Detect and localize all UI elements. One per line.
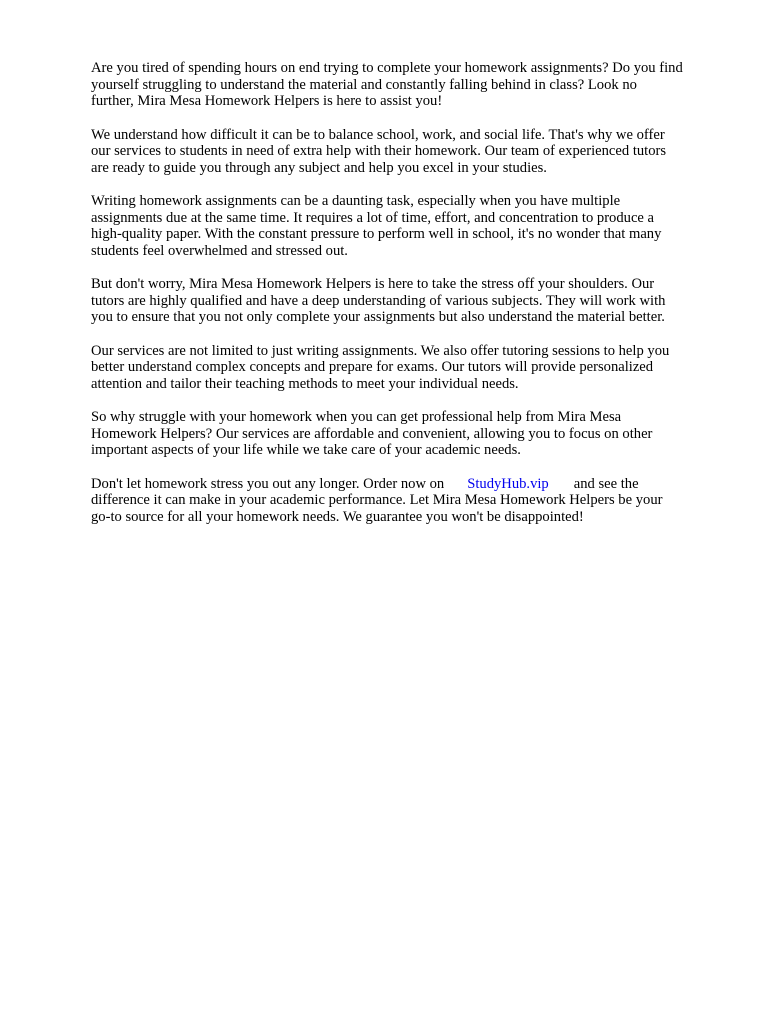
closing-text-before-link: Don't let homework stress you out any longer. Order now on bbox=[91, 475, 445, 492]
text-line: tutors are highly qualified and have a deep understanding of various subjects. They will work with bbox=[91, 292, 666, 309]
text-line: difference it can make in your academic performance. Let Mira Mesa Homework Helpers be your bbox=[91, 492, 663, 508]
text-line: Writing homework assignments can be a daunting task, especially when you have multiple bbox=[91, 193, 621, 209]
text-line: better understand complex concepts and prepare for exams. Our tutors will provide personalized bbox=[91, 359, 654, 375]
text-line: assignments due at the same time. It requires a lot of time, effort, and concentration to produce a bbox=[91, 209, 655, 226]
text-line: Are you tired of spending hours on end trying to complete your homework assignments? Do you find bbox=[91, 60, 683, 76]
paragraph-understanding bbox=[91, 127, 731, 177]
text-line: Homework Helpers? Our services are affordable and convenient, allowing you to focus on other bbox=[91, 425, 653, 442]
text-line: But don't worry, Mira Mesa Homework Helpers is here to take the stress off your shoulders. Our bbox=[91, 276, 655, 292]
text-line: yourself struggling to understand the material and constantly falling behind in class? Look no bbox=[91, 76, 637, 93]
text-line: We understand how difficult it can be to balance school, work, and social life. That's why we offer bbox=[91, 126, 665, 143]
closing-text-after-link: and see the bbox=[573, 475, 639, 492]
text-line: are ready to guide you through any subject and help you excel in your studies. bbox=[91, 159, 547, 176]
paragraph-reassurance bbox=[91, 276, 731, 326]
paragraph-writing bbox=[91, 193, 731, 259]
text-line: our services to students in need of extra help with their homework. Our team of experienced tutors bbox=[91, 143, 667, 159]
text-line: attention and tailor their teaching methods to meet your individual needs. bbox=[91, 375, 519, 392]
document-body bbox=[91, 60, 731, 542]
text-line: important aspects of your life while we take care of your academic needs. bbox=[91, 442, 521, 458]
paragraph-services bbox=[91, 343, 731, 393]
paragraph-why-struggle bbox=[91, 409, 731, 459]
studyhub-link[interactable]: StudyHub.vip bbox=[467, 475, 549, 492]
paragraph-closing bbox=[91, 476, 731, 526]
text-line: further, Mira Mesa Homework Helpers is here to assist you! bbox=[91, 93, 443, 109]
text-line: go-to source for all your homework needs. We guarantee you won't be disappointed! bbox=[91, 508, 584, 525]
text-line: So why struggle with your homework when you can get professional help from Mira Mesa bbox=[91, 409, 622, 425]
text-line: Our services are not limited to just writing assignments. We also offer tutoring sessions to help you bbox=[91, 342, 670, 359]
text-line: students feel overwhelmed and stressed out. bbox=[91, 242, 348, 259]
text-line: you to ensure that you not only complete your assignments but also understand the material better. bbox=[91, 309, 665, 325]
paragraph-intro bbox=[91, 60, 731, 110]
text-line-with-link bbox=[91, 476, 731, 493]
text-line: high-quality paper. With the constant pressure to perform well in school, it's no wonder that many bbox=[91, 226, 662, 242]
